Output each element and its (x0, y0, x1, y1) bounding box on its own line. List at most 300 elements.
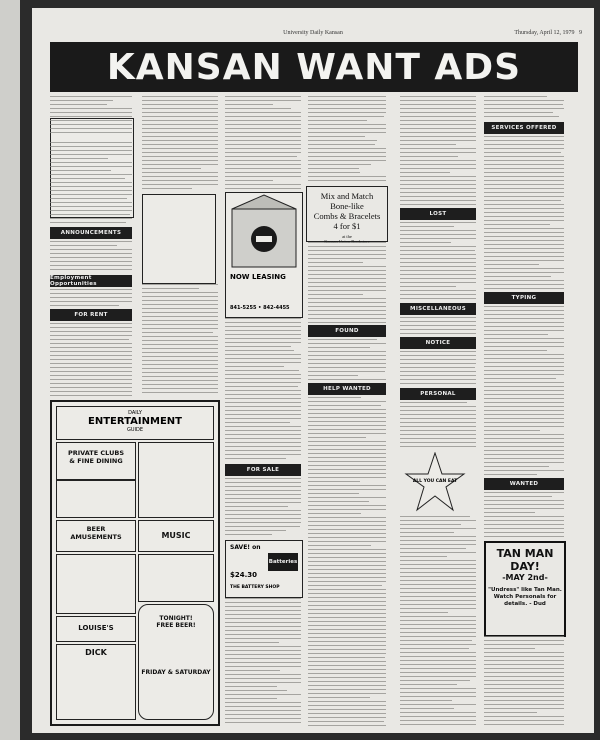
text-line (142, 300, 218, 301)
text-line (142, 160, 218, 161)
text-line (400, 132, 476, 133)
text-line (308, 359, 386, 360)
text-line (308, 521, 386, 522)
text-line (400, 258, 476, 259)
text-line (400, 359, 476, 360)
text-line (308, 601, 386, 602)
text-line (225, 714, 301, 715)
text-line (308, 501, 369, 502)
text-line (225, 666, 301, 667)
text-line (225, 626, 301, 627)
text-line (308, 136, 365, 137)
text-line (484, 276, 551, 277)
text-line (400, 108, 476, 109)
text-line (400, 644, 476, 645)
text-line (308, 168, 359, 169)
text-line (225, 682, 301, 683)
text-line (484, 318, 564, 319)
text-line (50, 293, 132, 294)
band-ad (56, 554, 136, 614)
dicks-ad (56, 644, 136, 720)
text-line (484, 164, 564, 165)
text-line (50, 166, 132, 167)
text-line (484, 466, 549, 467)
text-line (308, 140, 377, 141)
text-line (400, 100, 476, 101)
text-line (308, 445, 386, 446)
header-notice: NOTICE (400, 337, 476, 349)
text-line (308, 286, 386, 287)
concert-ad (138, 554, 214, 602)
text-line (225, 606, 301, 607)
text-line (400, 636, 476, 637)
text-line (400, 430, 476, 431)
text-line (308, 645, 386, 646)
text-line (484, 280, 564, 281)
text-line (50, 182, 132, 183)
text-line (400, 116, 476, 117)
text-line (484, 152, 561, 153)
text-line (484, 656, 564, 657)
text-line (142, 184, 218, 185)
text-line (50, 198, 127, 199)
text-line (484, 402, 564, 403)
batteries-label: Batteries (268, 553, 298, 571)
text-line (142, 136, 218, 137)
text-line (308, 371, 385, 372)
text-line (484, 168, 564, 169)
paper-name: University Daily Kansan (283, 30, 343, 36)
text-line (142, 132, 218, 133)
text-line (400, 317, 476, 318)
text-line (308, 180, 386, 181)
text-line (484, 240, 564, 241)
text-line (308, 172, 360, 173)
text-line (308, 164, 371, 165)
header-services-offered: SERVICES OFFERED (484, 122, 564, 134)
text-line (308, 310, 386, 311)
text-line (308, 409, 386, 410)
text-line (484, 492, 564, 493)
text-line (484, 520, 564, 521)
text-line (308, 481, 360, 482)
text-line (50, 343, 132, 344)
text-line (308, 581, 386, 582)
header-lost: LOST (400, 208, 476, 220)
text-line (142, 376, 218, 377)
text-line (400, 604, 476, 605)
text-line (484, 382, 564, 383)
text-line (50, 265, 132, 266)
text-line (308, 577, 386, 578)
text-line (484, 350, 547, 351)
text-line (225, 598, 301, 599)
text-line (484, 236, 564, 237)
tonight-label: TONIGHT! (159, 615, 193, 622)
text-line (142, 384, 218, 385)
text-line (400, 222, 476, 223)
text-line (308, 417, 386, 418)
text-line (225, 498, 301, 499)
text-line (50, 331, 132, 332)
text-line (308, 669, 386, 670)
text-line (225, 514, 301, 515)
text-line (308, 553, 386, 554)
text-line (50, 158, 108, 159)
text-line (225, 136, 301, 137)
text-line (225, 322, 301, 323)
text-line (142, 364, 218, 365)
free-beer-label: FREE BEER! (156, 622, 196, 629)
text-line (400, 355, 476, 356)
text-line (142, 372, 218, 373)
text-line (50, 351, 132, 352)
text-line (400, 160, 476, 161)
text-line (225, 534, 272, 535)
text-line (400, 700, 452, 701)
text-line (400, 656, 476, 657)
text-line (400, 516, 470, 517)
text-line (50, 218, 132, 219)
text-line (225, 350, 294, 351)
text-line (400, 363, 476, 364)
text-line (142, 120, 218, 121)
text-line (484, 288, 564, 289)
text-line (308, 100, 386, 101)
beer-amusements-heading (56, 520, 136, 552)
text-line (50, 327, 132, 328)
text-line (484, 640, 564, 641)
text-line (400, 120, 476, 121)
text-line (484, 244, 564, 245)
text-line (400, 242, 451, 243)
text-line (308, 633, 386, 634)
text-line (225, 670, 280, 671)
all-you-can-eat-label: ALL YOU CAN EAT (412, 479, 458, 484)
text-line (225, 622, 301, 623)
text-line (225, 152, 301, 153)
text-line (225, 370, 299, 371)
text-line (400, 616, 476, 617)
text-line (400, 254, 476, 255)
text-line (225, 120, 301, 121)
text-line (400, 632, 476, 633)
text-line (484, 326, 564, 327)
text-line (308, 597, 386, 598)
text-line (225, 634, 301, 635)
text-line (484, 232, 564, 233)
text-line (225, 630, 301, 631)
text-line (50, 162, 132, 163)
header-announcements: ANNOUNCEMENTS (50, 227, 132, 239)
text-line (308, 477, 386, 478)
text-line (400, 540, 476, 541)
text-line (308, 363, 386, 364)
text-line (142, 324, 218, 325)
text-line (50, 214, 130, 215)
text-line (400, 128, 476, 129)
text-line (484, 180, 564, 181)
text-line (484, 426, 564, 427)
text-line (225, 450, 301, 451)
text-line (225, 674, 301, 675)
text-line (308, 156, 386, 157)
text-line (308, 302, 386, 303)
text-line (225, 722, 301, 723)
text-line (484, 672, 564, 673)
text-line (308, 104, 386, 105)
text-line (308, 517, 386, 518)
text-line (308, 589, 386, 590)
text-line (225, 518, 301, 519)
text-line (400, 176, 476, 177)
text-line (142, 336, 218, 337)
text-line (308, 250, 386, 251)
text-line (484, 446, 564, 447)
text-line (225, 686, 277, 687)
text-line (308, 242, 386, 243)
text-line (400, 200, 476, 201)
header-for-sale: FOR SALE (225, 464, 301, 476)
text-line (484, 516, 564, 517)
text-line (400, 406, 476, 407)
text-line (225, 330, 301, 331)
battery-save: SAVE! on (230, 544, 261, 551)
disco-ad (56, 480, 136, 518)
text-line (484, 252, 564, 253)
text-line (400, 375, 476, 376)
issue-date: Thursday, April 12, 1979 (514, 30, 575, 36)
text-line (308, 254, 386, 255)
text-line (484, 184, 564, 185)
text-line (50, 142, 132, 143)
text-line (308, 322, 386, 323)
text-line (308, 701, 386, 702)
text-line (308, 318, 386, 319)
mix-at: at the (342, 234, 352, 239)
text-line (225, 698, 277, 699)
battery-price: $24.30 (230, 571, 258, 579)
text-line (308, 144, 375, 145)
dick-label: DICK (85, 648, 107, 657)
text-line (308, 449, 386, 450)
text-line (142, 104, 218, 105)
text-line (308, 314, 386, 315)
text-line (142, 380, 218, 381)
text-line (308, 609, 386, 610)
text-line (308, 367, 386, 368)
text-line (484, 346, 564, 347)
text-line (225, 602, 301, 603)
text-line (225, 678, 301, 679)
text-line (50, 261, 132, 262)
text-line (484, 536, 564, 537)
text-line (400, 584, 476, 585)
text-line (142, 296, 218, 297)
text-line (400, 383, 476, 384)
text-line (308, 429, 386, 430)
text-line (50, 355, 132, 356)
text-line (308, 401, 386, 402)
text-line (484, 500, 564, 501)
beer-label: BEER (86, 525, 106, 533)
text-line (142, 368, 218, 369)
tan-man-headline: TAN MAN (496, 547, 554, 560)
text-line (308, 108, 386, 109)
guide-label: GUIDE (126, 427, 144, 433)
text-line (308, 513, 361, 514)
text-line (50, 206, 132, 207)
text-line (308, 661, 386, 662)
text-line (400, 532, 454, 533)
newspaper-page (32, 8, 594, 733)
now-leasing-label: NOW LEASING (230, 273, 286, 281)
text-line (308, 497, 386, 498)
text-line (50, 391, 132, 392)
text-line (225, 180, 273, 181)
text-line (400, 544, 476, 545)
text-line (308, 465, 386, 466)
text-line (142, 316, 218, 317)
text-line (308, 425, 386, 426)
leasing-phone: 841-5255 • 842-4455 (230, 305, 290, 311)
text-line (400, 648, 469, 649)
text-line (400, 716, 476, 717)
text-line (308, 421, 386, 422)
text-line (400, 528, 476, 529)
entertainment-guide-title (56, 406, 214, 440)
text-line (308, 541, 386, 542)
header-typing: TYPING (484, 292, 564, 304)
text-line (400, 286, 456, 287)
text-line (484, 462, 564, 463)
text-line (484, 652, 564, 653)
text-line (400, 266, 476, 267)
text-line (50, 100, 113, 101)
text-line (50, 347, 132, 348)
text-line (484, 528, 564, 529)
text-line (308, 405, 381, 406)
header-help-wanted: HELP WANTED (308, 383, 386, 395)
text-line (484, 116, 559, 117)
text-line (308, 262, 363, 263)
header-for-rent: FOR RENT (50, 309, 132, 321)
text-line (308, 461, 386, 462)
text-line (484, 716, 564, 717)
text-line (225, 358, 301, 359)
text-line (484, 434, 564, 435)
text-line (225, 414, 301, 415)
text-line (400, 560, 476, 561)
text-line (400, 438, 476, 439)
text-line (142, 328, 218, 329)
text-line (484, 374, 564, 375)
date-and-page (514, 30, 582, 36)
text-line (400, 152, 476, 153)
text-line (308, 270, 386, 271)
text-line (225, 442, 301, 443)
text-line (400, 188, 476, 189)
text-line (484, 712, 537, 713)
text-line (50, 383, 132, 384)
guide-entertainment: ENTERTAINMENT (88, 416, 182, 427)
text-line (400, 298, 476, 299)
now-leasing-ad (225, 192, 303, 318)
text-line (484, 700, 564, 701)
text-line (225, 454, 301, 455)
text-line (50, 202, 132, 203)
text-line (400, 600, 476, 601)
text-line (400, 262, 476, 263)
text-line (400, 680, 470, 681)
text-line (400, 556, 447, 557)
text-line (308, 278, 386, 279)
friday-label: FRIDAY & SATURDAY (141, 669, 211, 676)
text-line (484, 684, 564, 685)
text-line (400, 168, 476, 169)
text-line (142, 356, 218, 357)
text-line (484, 136, 564, 137)
text-line (50, 379, 132, 380)
text-line (400, 104, 476, 105)
text-line (50, 297, 132, 298)
text-line (50, 305, 119, 306)
text-line (225, 156, 297, 157)
text-line (50, 190, 132, 191)
text-line (225, 658, 301, 659)
text-line (400, 552, 476, 553)
text-line (225, 638, 301, 639)
text-line (308, 573, 386, 574)
mix-line-2: Bone-like (330, 201, 364, 211)
text-line (308, 625, 386, 626)
text-line (484, 220, 564, 221)
text-line (308, 266, 386, 267)
text-line (308, 641, 386, 642)
text-line (400, 274, 476, 275)
text-line (308, 493, 359, 494)
text-line (308, 351, 386, 352)
text-line (484, 688, 564, 689)
text-line (484, 676, 564, 677)
text-line (225, 398, 301, 399)
mix-line-1: Mix and Match (320, 191, 374, 201)
text-line (50, 194, 132, 195)
text-line (50, 170, 111, 171)
text-line (225, 662, 301, 663)
text-line (308, 246, 386, 247)
text-line (308, 621, 386, 622)
text-line (225, 510, 301, 511)
text-line (484, 148, 564, 149)
text-line (400, 148, 476, 149)
text-line (484, 268, 564, 269)
text-line (50, 371, 132, 372)
text-line (142, 152, 218, 153)
text-line (484, 664, 564, 665)
text-line (308, 124, 386, 125)
text-line (484, 100, 564, 101)
text-line (225, 346, 291, 347)
music-label: MUSIC (161, 531, 191, 540)
tan-details: "Undress" like Tan Man. Watch Personals for details. - Dud (488, 587, 562, 607)
text-line (400, 548, 466, 549)
text-line (484, 644, 564, 645)
text-line (50, 395, 132, 396)
text-line (400, 426, 476, 427)
text-line (308, 593, 386, 594)
text-line (400, 712, 476, 713)
